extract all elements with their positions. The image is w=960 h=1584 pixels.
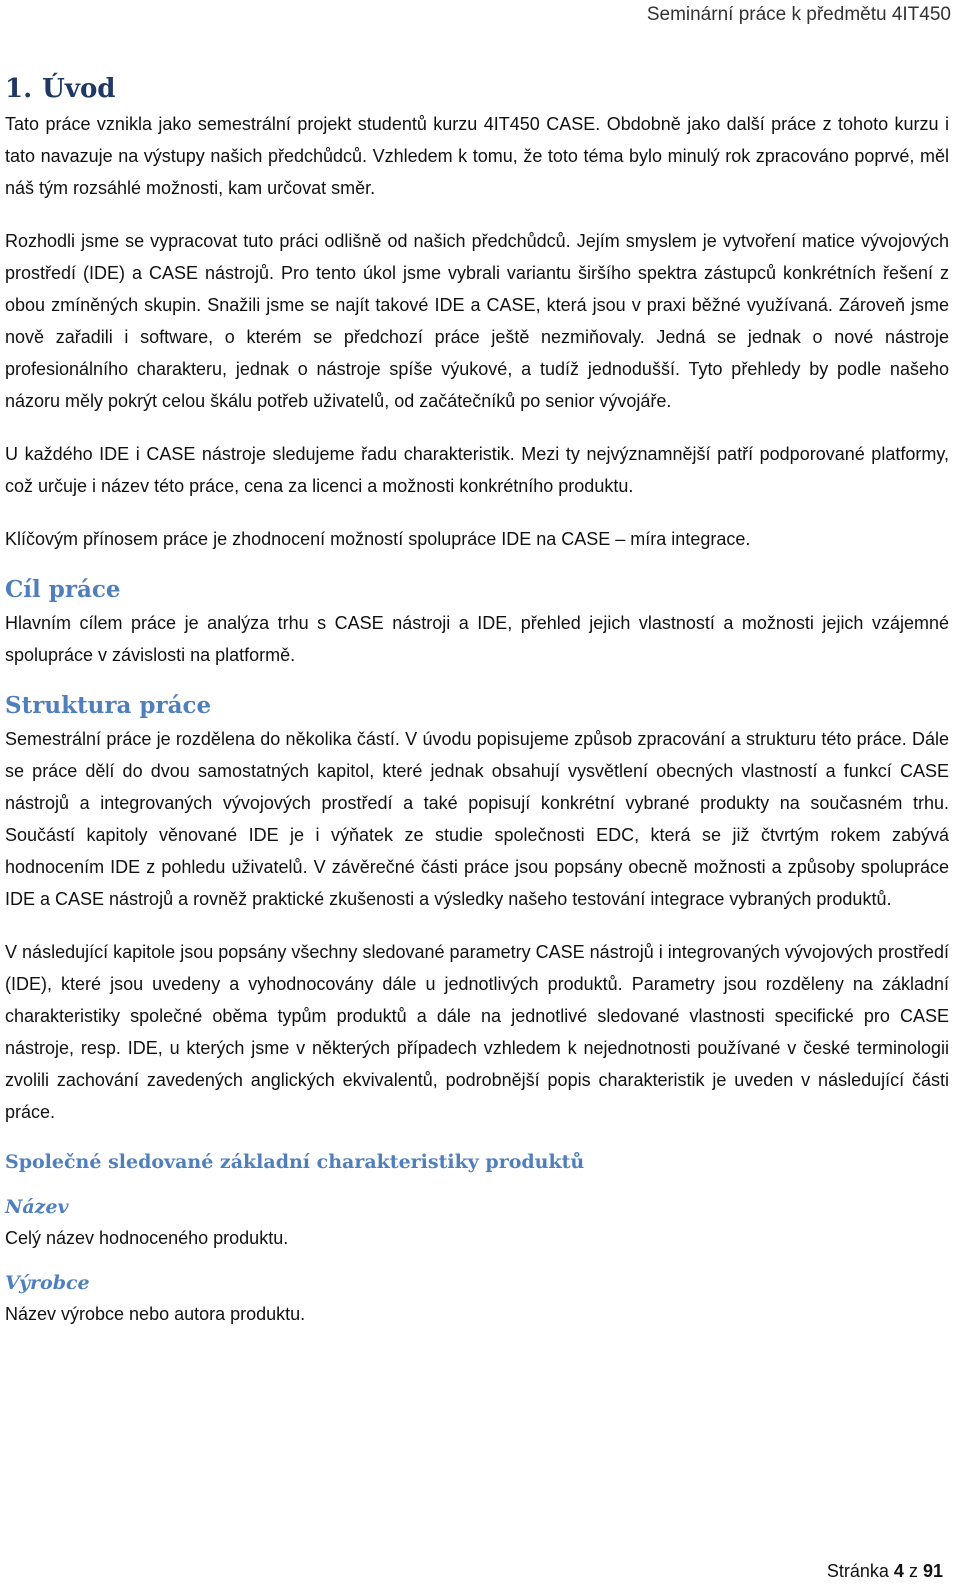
heading-vyrobce: Výrobce <box>5 1272 90 1294</box>
heading-spolecne-charakteristiky: Společné sledované základní charakteristiky produktů <box>5 1151 585 1173</box>
paragraph: U každého IDE i CASE nástroje sledujeme řadu charakteristik. Mezi ty nejvýznamnější patří podporované platformy, což určuje i název této práce, cena za licenci a možnosti konkrétního produktu. <box>5 444 949 496</box>
paragraph: Hlavním cílem práce je analýza trhu s CASE nástroji a IDE, přehled jejich vlastností a možnosti jejich vzájemné spolupráce v závislosti na platformě. <box>5 613 949 665</box>
heading-text: Úvod <box>42 74 116 104</box>
page-total: 91 <box>922 1561 943 1581</box>
document-page <box>5 0 951 1584</box>
page-separator: z <box>908 1561 918 1581</box>
page-footer <box>827 1558 943 1584</box>
page-content <box>5 66 949 1330</box>
paragraph: Klíčovým přínosem práce je zhodnocení možností spolupráce IDE na CASE – míra integrace. <box>5 529 751 549</box>
paragraph: Název výrobce nebo autora produktu. <box>5 1304 306 1324</box>
page-header: Seminární práce k předmětu 4IT450 <box>646 4 951 25</box>
paragraph: Rozhodli jsme se vypracovat tuto práci odlišně od našich předchůdců. Jejím smyslem je vytvoření matice vývojových prostředí (IDE) a CASE nástrojů. Pro tento úkol jsme vybrali variantu širšího spektra zástupců konkrétních řešení z obou zmíněných skupin. Snažili jsme se najít takové IDE a CASE, která jsou v praxi běžné využívaná. Zároveň jsme nově zařadili i software, o kterém se předchozí práce ještě nezmiňovaly. Jedná se jednak o nové nástroje profesionálního charakteru, jednak o nástroje spíše výukové, a tudíž jednodušší. Tyto přehledy by podle našeho názoru měly pokrýt celou škálu potřeb uživatelů, od začátečníků po senior vývojáře. <box>5 231 949 411</box>
heading-struktura-prace: Struktura práce <box>5 692 212 719</box>
paragraph: V následující kapitole jsou popsány všechny sledované parametry CASE nástrojů i integrovaných vývojových prostředí (IDE), které jsou uvedeny a vyhodnocovány dále u jednotlivých produktů. Parametry jsou rozděleny na základní charakteristiky společné oběma typům produktů a dále na jednotlivé sledované vlastnosti specifické pro CASE nástroje, resp. IDE, u kterých jsme v některých případech vzhledem k nejednotnosti používané v české terminologii zvolili zachování zavedených anglických ekvivalentů, podrobnější popis charakteristik je uveden v následující části práce. <box>5 942 949 1122</box>
page-label: Stránka <box>826 1561 889 1581</box>
paragraph: Semestrální práce je rozdělena do několika částí. V úvodu popisujeme způsob zpracování a strukturu této práce. Dále se práce dělí do dvou samostatných kapitol, které jednak obsahují vysvětlení obecných vlastností a funkcí CASE nástrojů a integrovaných vývojových prostředí a také popisují konkrétní vybrané produkty na současném trhu. Součástí kapitoly věnované IDE je i výňatek ze studie společnosti EDC, která se již čtvrtým rokem zabývá hodnocením IDE z pohledu uživatelů. V závěrečné části práce jsou popsány obecně možnosti a způsoby spolupráce IDE a CASE nástrojů a rovněž praktické zkušenosti a výsledky našeho testování integrace vybraných produktů. <box>5 729 949 909</box>
page-current: 4 <box>893 1561 904 1581</box>
paragraph: Tato práce vznikla jako semestrální projekt studentů kurzu 4IT450 CASE. Obdobně jako další práce z tohoto kurzu i tato navazuje na výstupy našich předchůdců. Vzhledem k tomu, že toto téma bylo minulý rok zpracováno poprvé, měl náš tým rozsáhlé možnosti, kam určovat směr. <box>5 114 949 198</box>
heading-cil-prace: Cíl práce <box>5 576 121 603</box>
heading-nazev: Název <box>5 1196 69 1218</box>
heading-number: 1. <box>5 74 33 104</box>
paragraph: Celý název hodnoceného produktu. <box>5 1228 289 1248</box>
heading-uvod <box>5 72 949 106</box>
